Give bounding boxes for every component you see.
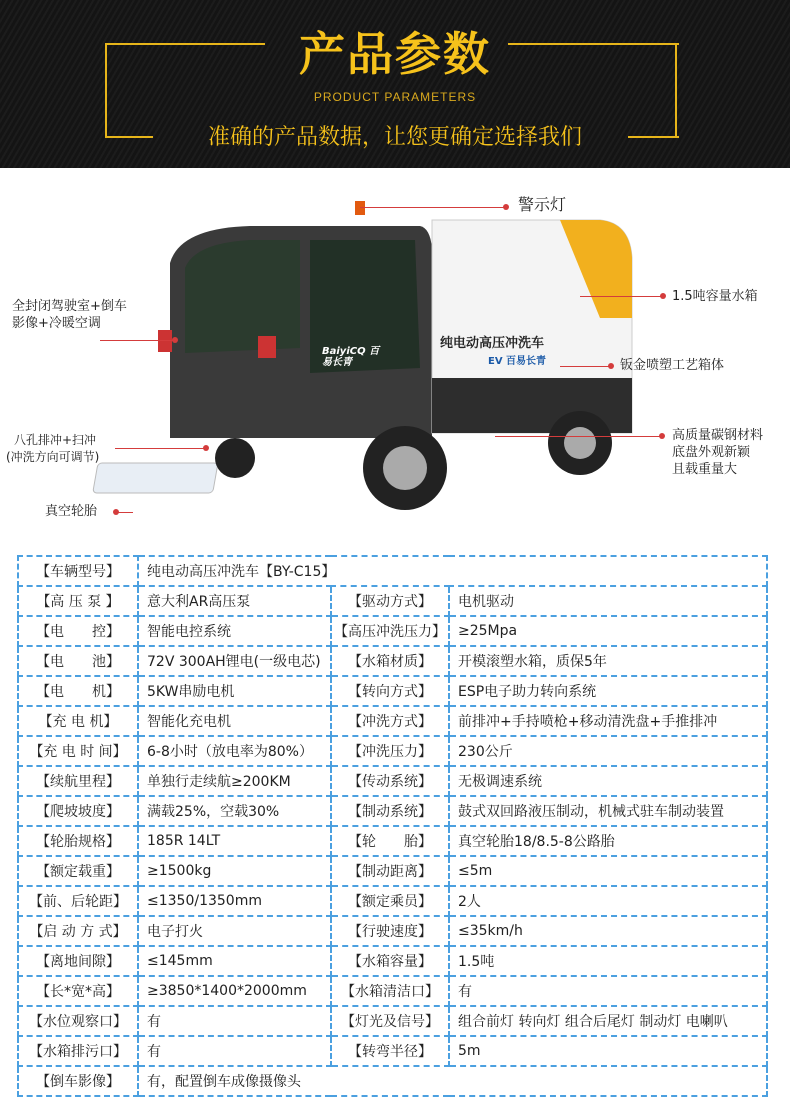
spec-label: 【水箱清洁口】	[331, 976, 449, 1006]
spec-value: 6-8小时（放电率为80%）	[138, 736, 331, 766]
spec-label: 【驱动方式】	[331, 586, 449, 616]
spec-row	[18, 916, 767, 946]
spec-value: 有	[449, 976, 767, 1006]
spec-row	[18, 706, 767, 736]
callout-dot	[608, 363, 614, 369]
spec-label: 【前、后轮距】	[18, 886, 138, 916]
spec-label: 【电 池】	[18, 646, 138, 676]
spec-row	[18, 886, 767, 916]
spec-value: 智能化充电机	[138, 706, 331, 736]
page-subtitle: PRODUCT PARAMETERS	[313, 90, 477, 104]
spec-row	[18, 646, 767, 676]
spec-label: 【爬坡坡度】	[18, 796, 138, 826]
ev-label: EV 百易长青	[488, 356, 547, 367]
spec-label: 【离地间隙】	[18, 946, 138, 976]
spec-label: 【长*宽*高】	[18, 976, 138, 1006]
spec-label: 【水箱排污口】	[18, 1036, 138, 1066]
spec-label: 【续航里程】	[18, 766, 138, 796]
spec-row	[18, 1066, 767, 1096]
callout-dot	[659, 433, 665, 439]
spec-value: 230公斤	[449, 736, 767, 766]
spec-value: 开模滚塑水箱，质保5年	[449, 646, 767, 676]
spec-value: ≥1500kg	[138, 856, 331, 886]
callout-text: 影像+冷暖空调	[12, 316, 101, 331]
spec-value: 鼓式双回路液压制动，机械式驻车制动装置	[449, 796, 767, 826]
spec-label: 【水箱容量】	[331, 946, 449, 976]
truck-body-text: 纯电动高压冲洗车	[440, 336, 545, 351]
spec-value: 电机驱动	[449, 586, 767, 616]
spec-value: 纯电动高压冲洗车【BY-C15】	[138, 556, 767, 586]
spec-value: 组合前灯 转向灯 组合后尾灯 制动灯 电喇叭	[449, 1006, 767, 1036]
spec-value: 2人	[449, 886, 767, 916]
spec-value: 5m	[449, 1036, 767, 1066]
spec-value: 单独行走续航≥200KM	[138, 766, 331, 796]
callout-dot	[172, 337, 178, 343]
spec-label: 【倒车影像】	[18, 1066, 138, 1096]
callout-body: 钣金喷塑工艺箱体	[620, 358, 725, 373]
callout-dot	[203, 445, 209, 451]
spec-row	[18, 826, 767, 856]
callout-text: 高质量碳钢材料	[672, 428, 764, 443]
spec-row	[18, 556, 767, 586]
spec-row	[18, 766, 767, 796]
spec-value: ≥25Mpa	[449, 616, 767, 646]
spec-label: 【电 控】	[18, 616, 138, 646]
callout-tire: 真空轮胎	[45, 504, 98, 519]
spec-value: 185R 14LT	[138, 826, 331, 856]
page-title: 产品参数	[299, 27, 491, 81]
spec-value: 有	[138, 1036, 331, 1066]
spec-label: 【水位观察口】	[18, 1006, 138, 1036]
callout-text: 底盘外观新颖	[672, 445, 751, 460]
callout-line	[560, 366, 610, 367]
spec-value: 满载25%，空载30%	[138, 796, 331, 826]
spec-label: 【电 机】	[18, 676, 138, 706]
spec-value: 智能电控系统	[138, 616, 331, 646]
spec-label: 【传动系统】	[331, 766, 449, 796]
spec-row	[18, 1006, 767, 1036]
spec-label: 【转向方式】	[331, 676, 449, 706]
callout-text: 全封闭驾驶室+倒车	[12, 299, 127, 314]
spec-row	[18, 736, 767, 766]
spec-label: 【高 压 泵 】	[18, 586, 138, 616]
callout-dot	[113, 509, 119, 515]
callout-dot	[660, 293, 666, 299]
spec-label: 【行驶速度】	[331, 916, 449, 946]
spec-label: 【水箱材质】	[331, 646, 449, 676]
spec-value: 有，配置倒车成像摄像头	[138, 1066, 767, 1096]
spec-label: 【车辆型号】	[18, 556, 138, 586]
spec-row	[18, 1036, 767, 1066]
callout-line	[580, 296, 665, 297]
spec-value: ≤1350/1350mm	[138, 886, 331, 916]
cab-brand-logo: BaiyiCQ 百易长青	[322, 346, 380, 368]
spec-row	[18, 616, 767, 646]
spec-label: 【制动系统】	[331, 796, 449, 826]
spec-row	[18, 676, 767, 706]
callout-tank: 1.5吨容量水箱	[672, 289, 758, 304]
spec-label: 【冲洗方式】	[331, 706, 449, 736]
callout-line	[115, 448, 205, 449]
spec-value: 72V 300AH锂电(一级电芯)	[138, 646, 331, 676]
spec-label: 【轮胎规格】	[18, 826, 138, 856]
spec-label: 【冲洗压力】	[331, 736, 449, 766]
spec-value: ≤145mm	[138, 946, 331, 976]
callout-line	[360, 207, 506, 208]
spec-value: 前排冲+手持喷枪+移动清洗盘+手推排冲	[449, 706, 767, 736]
spec-table	[17, 555, 768, 1097]
callout-text: 八孔排冲+扫冲	[14, 433, 97, 447]
spec-label: 【额定乘员】	[331, 886, 449, 916]
spec-value: ≤5m	[449, 856, 767, 886]
spec-label: 【额定载重】	[18, 856, 138, 886]
spec-label: 【制动距离】	[331, 856, 449, 886]
spec-label: 【灯光及信号】	[331, 1006, 449, 1036]
spec-label: 【高压冲洗压力】	[331, 616, 449, 646]
callout-warning-light: 警示灯	[518, 195, 567, 214]
callout-cab	[12, 298, 127, 332]
spec-label: 【充 电 时 间】	[18, 736, 138, 766]
spec-value: ≥3850*1400*2000mm	[138, 976, 331, 1006]
tagline: 准确的产品数据，让您更确定选择我们	[207, 125, 582, 150]
callout-dot	[503, 204, 509, 210]
callout-text: (冲洗方向可调节)	[6, 450, 100, 464]
spec-value: 有	[138, 1006, 331, 1036]
spec-row	[18, 586, 767, 616]
spec-value: 真空轮胎18/8.5-8公路胎	[449, 826, 767, 856]
callout-line	[495, 436, 662, 437]
spec-label: 【启 动 方 式】	[18, 916, 138, 946]
spec-value: 电子打火	[138, 916, 331, 946]
spec-label: 【转弯半径】	[331, 1036, 449, 1066]
spec-label: 【轮 胎】	[331, 826, 449, 856]
product-illustration	[0, 168, 790, 548]
spec-row	[18, 856, 767, 886]
callout-text: 且载重量大	[672, 462, 738, 477]
spec-value: 1.5吨	[449, 946, 767, 976]
callout-flush	[6, 432, 99, 466]
spec-value: ESP电子助力转向系统	[449, 676, 767, 706]
callout-line	[100, 340, 175, 341]
header-banner	[0, 0, 790, 168]
spec-row	[18, 946, 767, 976]
spec-value: 无极调速系统	[449, 766, 767, 796]
spec-value: 意大利AR高压泵	[138, 586, 331, 616]
spec-row	[18, 796, 767, 826]
spec-label: 【充 电 机】	[18, 706, 138, 736]
callout-chassis	[672, 427, 763, 478]
spec-value: 5KW串励电机	[138, 676, 331, 706]
spec-value: ≤35km/h	[449, 916, 767, 946]
spec-row	[18, 976, 767, 1006]
